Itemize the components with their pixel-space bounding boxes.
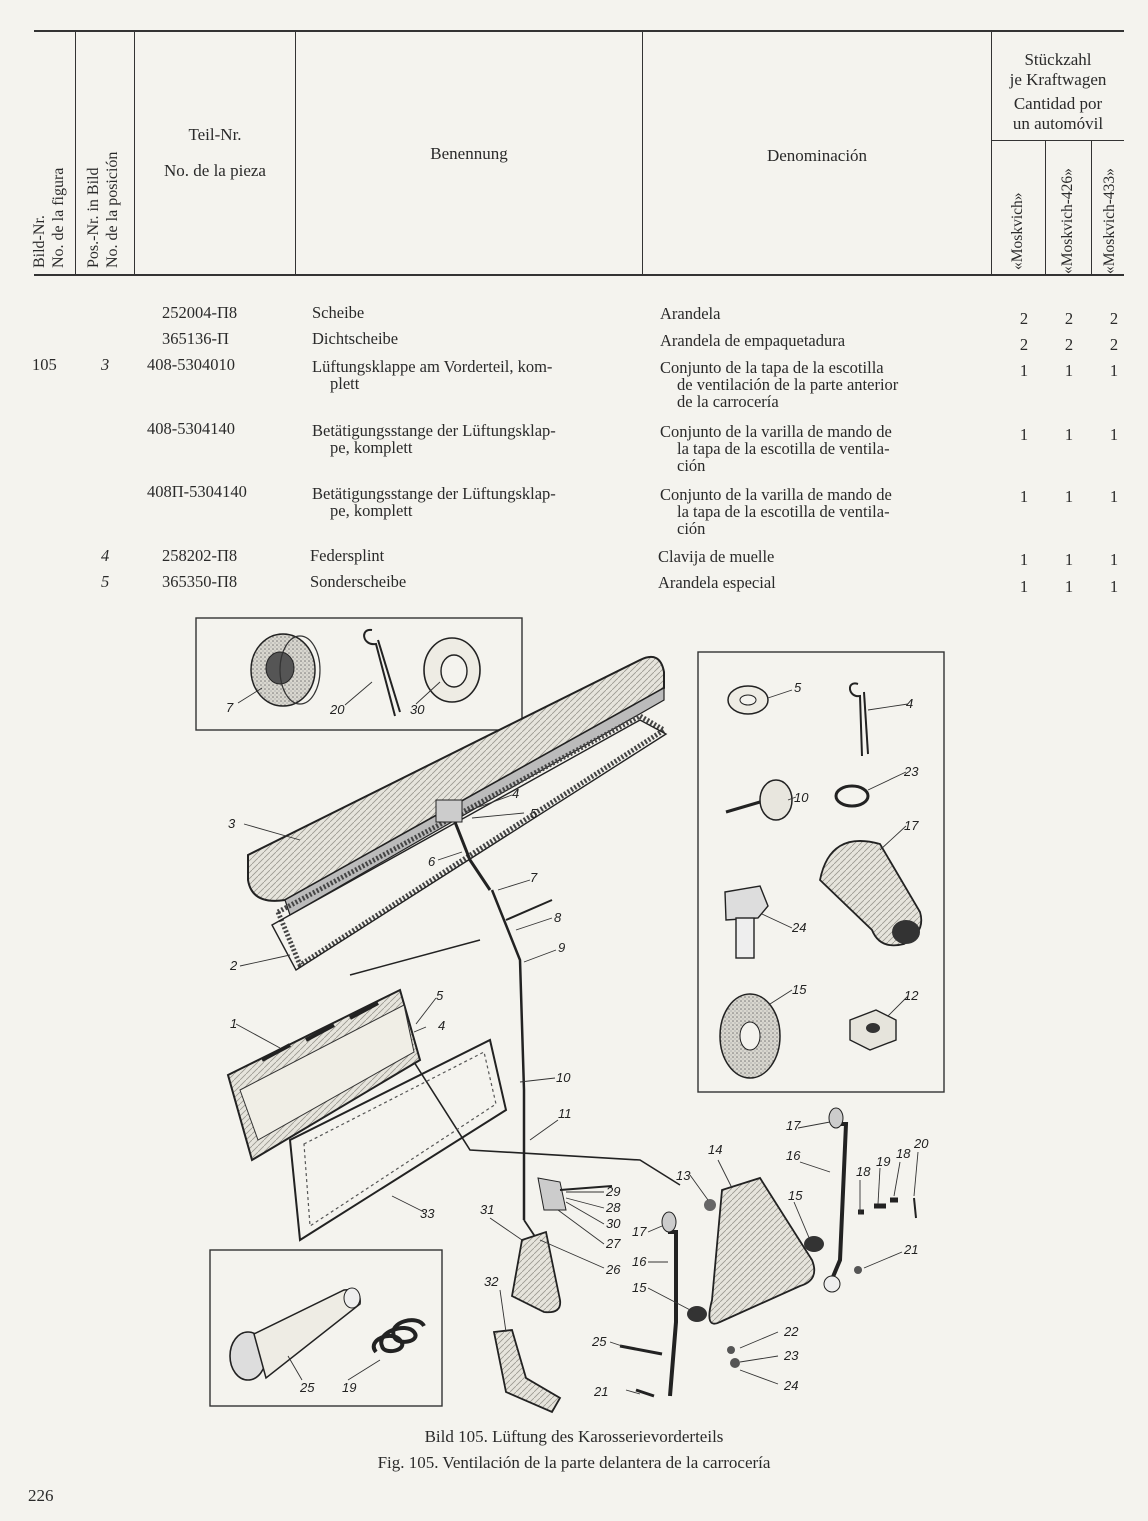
grommet-part [251, 634, 320, 706]
row-denominacion: Arandela especial [658, 573, 776, 592]
row-part-nr: 365136-П [162, 329, 229, 348]
figure-caption-de: Bild 105. Lüftung des Karosserievorderteils [424, 1427, 724, 1446]
row-qty: 1 [1109, 361, 1119, 380]
row-qty: 1 [1109, 487, 1119, 506]
row-denominacion: Conjunto de la varilla de mando de la tapa de la escotilla de ventila- ción [660, 422, 892, 475]
header-model-moskvich: «Moskvich» [1009, 192, 1026, 270]
pin-and-spring-parts [230, 1288, 424, 1380]
callout-label: 28 [606, 1200, 621, 1215]
header-teil-nr: Teil-Nr. [188, 125, 242, 144]
callout-label: 18 [896, 1146, 911, 1161]
callout-label: 18 [856, 1164, 871, 1179]
vent-flap-assembly [248, 657, 666, 970]
callout-label: 7 [226, 700, 234, 715]
callout-label: 21 [594, 1384, 609, 1399]
row-qty: 2 [1019, 309, 1029, 328]
right-inset-parts [720, 683, 921, 1078]
callout-label: 2 [230, 958, 238, 973]
row-qty: 1 [1019, 487, 1029, 506]
callout-label: 25 [592, 1334, 607, 1349]
table-top-rule [34, 30, 1124, 32]
row-qty: 1 [1109, 577, 1119, 596]
callout-label: 23 [904, 764, 919, 779]
row-fig-nr: 105 [32, 355, 57, 374]
callout-label: 13 [676, 1168, 691, 1183]
callout-label: 11 [558, 1106, 572, 1121]
callout-label: 4 [512, 786, 520, 801]
callout-label: 4 [438, 1018, 446, 1033]
callout-label: 19 [342, 1380, 357, 1395]
row-denominacion: Conjunto de la tapa de la escotilla de ventilación de la parte anterior de la carrocería [660, 358, 899, 411]
callout-label: 10 [556, 1070, 571, 1085]
row-part-nr: 408-5304010 [147, 355, 235, 374]
callout-label: 14 [708, 1142, 723, 1157]
callout-label: 7 [530, 870, 538, 885]
callout-label: 23 [784, 1348, 799, 1363]
row-denominacion: Conjunto de la varilla de mando de la tapa de la escotilla de ventila- ción [660, 485, 892, 538]
callout-label: 31 [480, 1202, 495, 1217]
header-model-426: «Moskvich-426» [1059, 168, 1076, 274]
header-model-433: «Moskvich-433» [1101, 168, 1118, 274]
row-qty: 2 [1064, 309, 1074, 328]
callout-label: 16 [632, 1254, 647, 1269]
split-pin-part [364, 630, 400, 716]
callout-label: 4 [906, 696, 914, 711]
callout-label: 10 [794, 790, 809, 805]
row-pos-nr: 5 [101, 572, 110, 591]
row-pos-nr: 3 [101, 355, 110, 374]
exploded-view-drawing [0, 600, 1148, 1430]
callout-label: 27 [606, 1236, 621, 1251]
row-part-nr: 252004-П8 [162, 303, 238, 322]
callout-label: 20 [330, 702, 345, 717]
row-qty: 1 [1019, 550, 1029, 569]
callout-label: 30 [606, 1216, 621, 1231]
row-part-nr: 408-5304140 [147, 419, 235, 438]
callout-label: 21 [904, 1242, 919, 1257]
vent-frame-assembly [228, 990, 506, 1240]
figure-caption-es: Fig. 105. Ventilación de la parte delantera de la carrocería [377, 1453, 771, 1472]
callout-label: 9 [558, 940, 566, 955]
page-number: 226 [28, 1486, 54, 1505]
callout-label: 33 [420, 1206, 435, 1221]
callout-label: 30 [410, 702, 425, 717]
callout-label: 15 [788, 1188, 803, 1203]
header-cantidad: Cantidad por un automóvil [1012, 94, 1104, 133]
row-qty: 1 [1064, 425, 1074, 444]
header-bottom-rule [34, 274, 1124, 276]
callout-label: 17 [632, 1224, 647, 1239]
callout-label: 20 [914, 1136, 929, 1151]
qty-sub-rule [992, 140, 1124, 141]
row-benennung: Dichtscheibe [312, 329, 399, 348]
row-benennung: Betätigungsstange der Lüftungsklap- pe, komplett [312, 421, 556, 457]
callout-label: 17 [904, 818, 919, 833]
row-part-nr: 408П-5304140 [147, 482, 247, 501]
row-benennung: Betätigungsstange der Lüftungsklap- pe, komplett [312, 484, 556, 520]
header-benennung: Benennung [430, 144, 508, 163]
row-qty: 1 [1109, 425, 1119, 444]
washer-part [424, 638, 480, 702]
callout-label: 32 [484, 1274, 499, 1289]
row-denominacion: Arandela [660, 304, 721, 323]
row-qty: 1 [1019, 425, 1029, 444]
callout-label: 17 [786, 1118, 801, 1133]
row-benennung: Lüftungsklappe am Vorderteil, kom- plett [312, 357, 553, 393]
callout-label: 26 [606, 1262, 621, 1277]
row-denominacion: Arandela de empaquetadura [660, 331, 846, 350]
row-qty: 1 [1064, 361, 1074, 380]
row-part-nr: 365350-П8 [162, 572, 238, 591]
callout-label: 15 [792, 982, 807, 997]
header-denominacion: Denominación [766, 146, 868, 165]
row-qty: 2 [1109, 309, 1119, 328]
header-bild-nr: Bild-Nr. No. de la figura [31, 167, 67, 268]
callout-label: 25 [300, 1380, 315, 1395]
callout-label: 3 [228, 816, 236, 831]
row-qty: 1 [1064, 487, 1074, 506]
row-qty: 1 [1019, 577, 1029, 596]
callout-label: 5 [794, 680, 802, 695]
lever-mechanism [494, 1108, 919, 1412]
header-stueckzahl: Stückzahl je Kraftwagen [1009, 50, 1107, 89]
row-pos-nr: 4 [101, 546, 110, 565]
callout-label: 5 [530, 806, 538, 821]
callout-label: 24 [784, 1378, 799, 1393]
callout-label: 24 [792, 920, 807, 935]
row-qty: 2 [1064, 335, 1074, 354]
col-divider-2 [134, 31, 135, 275]
row-benennung: Sonderscheibe [310, 572, 407, 591]
callout-label: 19 [876, 1154, 891, 1169]
callout-label: 16 [786, 1148, 801, 1163]
row-benennung: Scheibe [312, 303, 365, 322]
callout-label: 29 [606, 1184, 621, 1199]
header-no-pieza: No. de la pieza [164, 161, 266, 180]
callout-label: 12 [904, 988, 919, 1003]
row-qty: 2 [1109, 335, 1119, 354]
row-qty: 2 [1019, 335, 1029, 354]
callout-label: 6 [428, 854, 436, 869]
callout-label: 5 [436, 988, 444, 1003]
row-benennung: Federsplint [310, 546, 385, 565]
col-divider-1 [75, 31, 76, 275]
row-part-nr: 258202-П8 [162, 546, 238, 565]
row-qty: 1 [1019, 361, 1029, 380]
row-qty: 1 [1064, 577, 1074, 596]
callout-label: 8 [554, 910, 562, 925]
col-divider-7 [1091, 141, 1092, 275]
callout-label: 22 [784, 1324, 799, 1339]
row-qty: 1 [1109, 550, 1119, 569]
callout-label: 15 [632, 1280, 647, 1295]
row-qty: 1 [1064, 550, 1074, 569]
row-denominacion: Clavija de muelle [658, 547, 775, 566]
col-divider-6 [1045, 141, 1046, 275]
header-pos-nr: Pos.-Nr. in Bild No. de la posición [85, 151, 121, 268]
callout-label: 1 [230, 1016, 238, 1031]
